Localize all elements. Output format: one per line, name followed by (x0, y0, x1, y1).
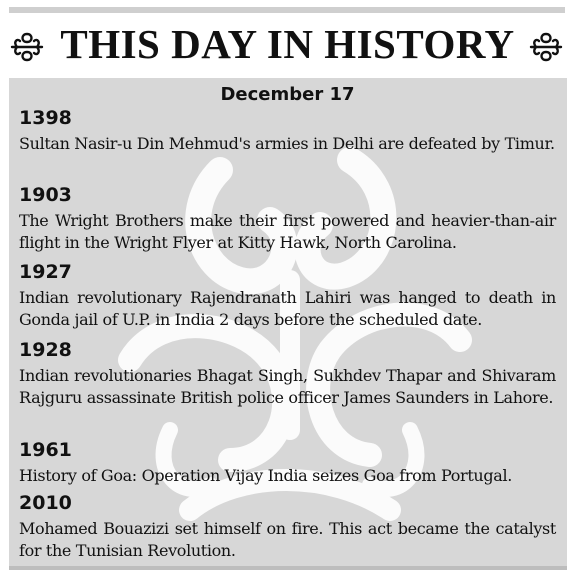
history-entry (19, 107, 556, 155)
page-title: THIS DAY IN HISTORY (60, 21, 515, 67)
date-heading: December 17 (220, 84, 355, 105)
entry-year: 1927 (19, 261, 72, 283)
entry-year: 2010 (19, 492, 72, 514)
history-entry (19, 439, 556, 487)
header (0, 14, 575, 76)
top-rule (9, 7, 565, 13)
history-entry (19, 184, 556, 254)
scroll-flourish-icon (528, 30, 564, 64)
entry-text: The Wright Brothers make their first powered and heavier-than-air flight in the Wright Flyer at Kitty Hawk, North Carolina. (19, 211, 556, 252)
entry-text: Indian revolutionary Rajendranath Lahiri was hanged to death in Gonda jail of U.P. in India 2 days before the scheduled date. (19, 288, 556, 329)
entry-year: 1961 (19, 439, 72, 461)
entry-year: 1903 (19, 184, 72, 206)
entry-text: Sultan Nasir-u Din Mehmud's armies in Delhi are defeated by Timur. (19, 134, 555, 153)
entry-year: 1928 (19, 339, 72, 361)
history-entry (19, 492, 556, 562)
entry-year: 1398 (19, 107, 72, 129)
history-entry (19, 339, 556, 409)
entry-text: Indian revolutionaries Bhagat Singh, Sukhdev Thapar and Shivaram Rajguru assassinate British police officer James Saunders in Lahore. (19, 366, 556, 407)
entry-text: Mohamed Bouazizi set himself on fire. This act became the catalyst for the Tunisian Revolution. (19, 519, 556, 560)
panel-shadow (9, 566, 567, 570)
history-entry (19, 261, 556, 331)
entry-text: History of Goa: Operation Vijay India seizes Goa from Portugal. (19, 466, 512, 485)
